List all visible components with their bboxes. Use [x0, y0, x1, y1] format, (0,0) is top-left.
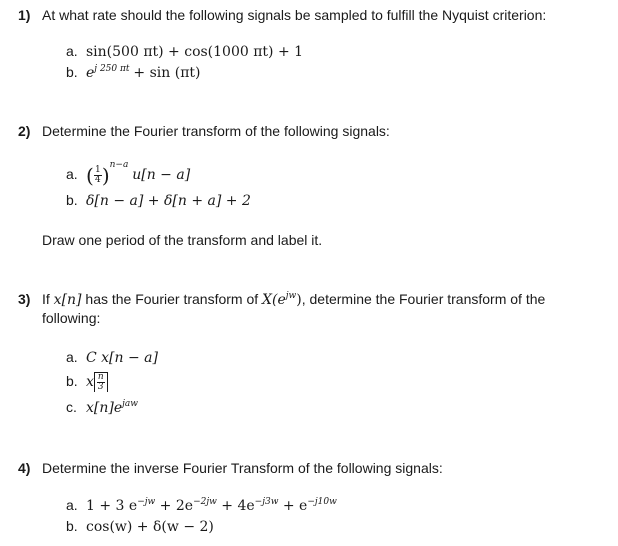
- question-1-number: 1): [18, 7, 31, 23]
- q4-item-a: [66, 496, 337, 515]
- question-3-text: If x[n] has the Fourier transform of $X(e^{jw})$, determine the Fourier transform of the following:: [42, 291, 546, 326]
- q4-item-b: [66, 517, 214, 536]
- q4-item-a-part2: + 2e: [155, 498, 194, 514]
- question-2-text: Determine the Fourier transform of the following signals:: [42, 123, 390, 139]
- q2-item-a: a. ( $\frac{1}{4}$ )$^{n-a}$ u[n − a]: [66, 160, 191, 188]
- q1-item-b-exponent: j 250 πt: [94, 64, 130, 74]
- q4-item-a-part3: + 4e: [216, 498, 255, 514]
- q3-item-c-label: c.: [66, 399, 77, 415]
- q2-item-a-rest: u[n − a]: [132, 167, 191, 183]
- q1-item-b-base: e: [86, 65, 95, 81]
- q4-item-a-exp4: −j10w: [307, 497, 337, 507]
- q1-item-a-label: a.: [66, 43, 78, 59]
- q2-item-a-frac-den: 4: [94, 174, 101, 185]
- q1-item-a-expr: sin(500 πt) + cos(1000 πt) + 1: [86, 44, 304, 60]
- q2-item-b: [66, 191, 251, 210]
- q4-item-a-exp2: −2jw: [193, 497, 217, 507]
- q3-item-b-ceiling: [94, 372, 108, 392]
- q4-item-a-exp1: −jw: [137, 497, 156, 507]
- question-3-number: 3): [18, 291, 31, 307]
- q3-item-a: [66, 348, 158, 367]
- q3-item-c: [66, 398, 138, 417]
- q3-item-c-base: x[n]e: [86, 400, 123, 416]
- question-4-text: Determine the inverse Fourier Transform of the following signals:: [42, 460, 443, 476]
- question-3: [18, 290, 603, 327]
- question-2-number: 2): [18, 123, 31, 139]
- q2-item-a-fraction: [94, 166, 102, 185]
- q3-item-b-label: b.: [66, 373, 78, 389]
- q2-item-b-label: b.: [66, 192, 78, 208]
- q4-item-b-expr: cos(w) + δ(w − 2): [86, 519, 214, 535]
- question-4-number: 4): [18, 460, 31, 476]
- q1-item-a: [66, 42, 303, 61]
- q2-item-b-expr: δ[n − a] + δ[n + a] + 2: [86, 193, 251, 209]
- q4-item-b-label: b.: [66, 518, 78, 534]
- q3-item-b: [66, 372, 108, 392]
- q4-item-a-exp3: −j3w: [254, 497, 279, 507]
- q2-instruction: Draw one period of the transform and label it.: [42, 232, 323, 248]
- q4-item-a-label: a.: [66, 497, 78, 513]
- q2-item-a-frac-num: 1: [94, 164, 101, 175]
- q3-item-a-expr: C x[n − a]: [86, 350, 158, 366]
- q1-item-b: [66, 63, 200, 82]
- question-1: [18, 6, 546, 24]
- q4-item-a-part4: + e: [278, 498, 308, 514]
- q3-item-c-exponent: jaw: [122, 399, 138, 409]
- q3-item-a-label: a.: [66, 349, 78, 365]
- question-1-text: At what rate should the following signals be sampled to fulfill the Nyquist criterion:: [42, 7, 547, 23]
- q2-item-a-label: a.: [66, 166, 78, 182]
- q3-item-b-base: x: [86, 374, 94, 390]
- q3-item-b-top: n: [97, 372, 104, 383]
- q4-item-a-part1: 1 + 3 e: [86, 498, 138, 514]
- question-2: [18, 122, 390, 140]
- q3-item-b-bottom: 3: [97, 382, 104, 393]
- q1-item-b-label: b.: [66, 64, 78, 80]
- q1-item-b-rest: + sin (πt): [133, 65, 201, 81]
- q2-item-a-exponent: n−a: [109, 160, 129, 170]
- question-4: [18, 459, 443, 477]
